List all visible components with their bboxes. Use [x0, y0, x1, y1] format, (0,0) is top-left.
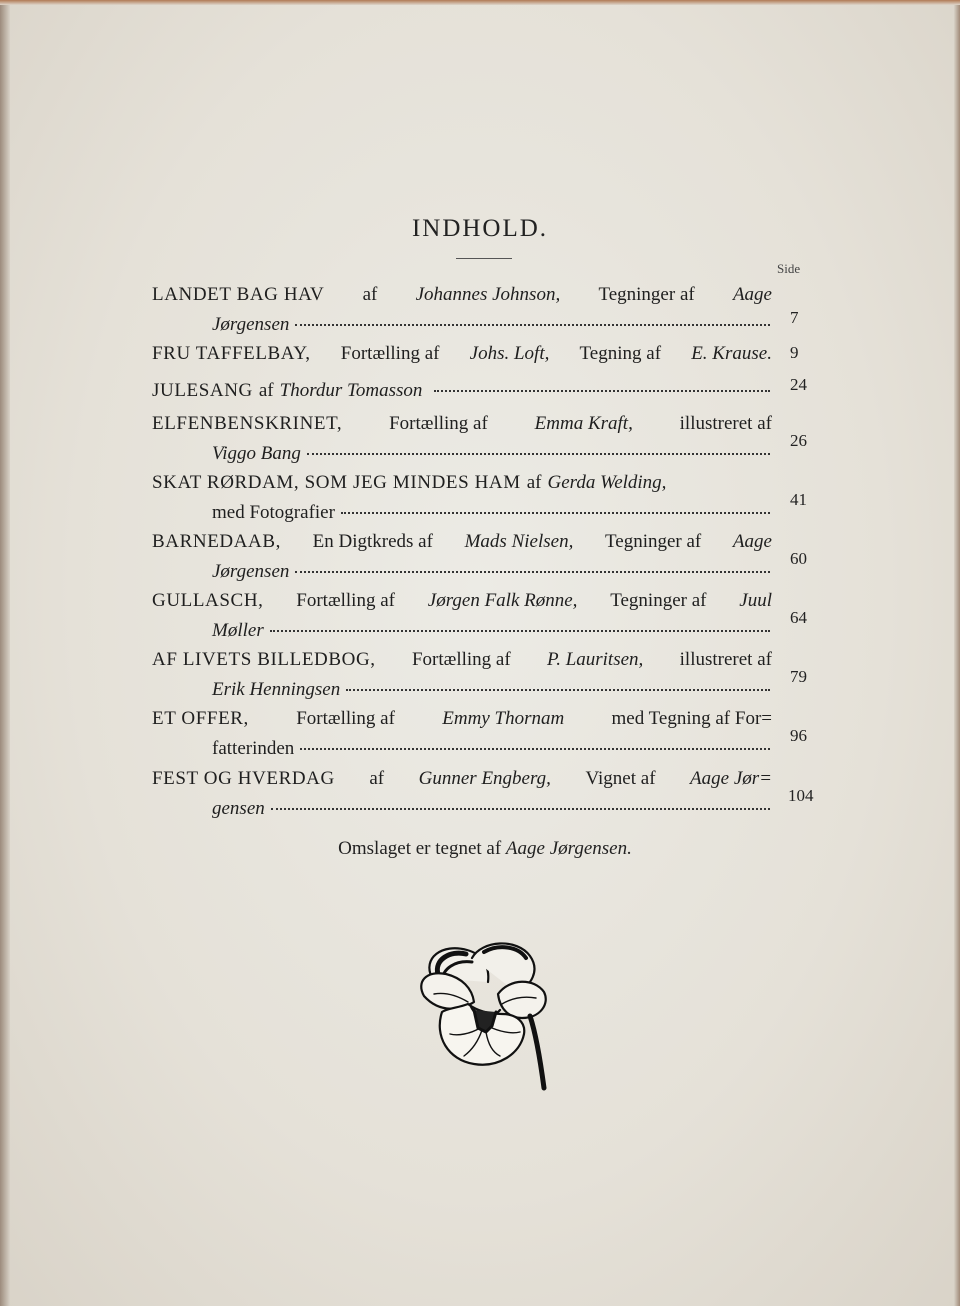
entry-title: ET OFFER, — [152, 708, 249, 729]
entry-author: Mads Nielsen, — [464, 531, 574, 552]
entry-title: FEST OG HVERDAG — [152, 768, 335, 789]
pansy-flower-icon — [412, 938, 562, 1093]
entry-text: af — [362, 284, 378, 305]
entry-title: SKAT RØRDAM, SOM JEG MINDES HAM — [152, 472, 521, 493]
entry-text: illustreret af — [679, 649, 772, 670]
entry-text: Fortælling af — [296, 708, 395, 729]
toc-entry — [152, 590, 824, 641]
toc-entry — [152, 343, 824, 369]
entry-page-number: 41 — [790, 490, 807, 509]
entry-page-number: 9 — [790, 343, 799, 362]
entry-continuation: med Fotografier — [212, 502, 335, 523]
entry-author: Johs. Loft, — [469, 343, 550, 364]
entry-continuation: Viggo Bang — [212, 443, 301, 464]
entry-text: af — [369, 768, 385, 789]
entry-author: Emma Kraft, — [534, 413, 633, 434]
toc-entry — [152, 649, 824, 700]
dot-leader — [307, 451, 770, 455]
entry-page-number: 64 — [790, 608, 807, 627]
entry-author: Emmy Thornam — [442, 708, 565, 729]
entry-text: Tegning af — [579, 343, 662, 364]
entry-text: Tegninger af — [598, 284, 695, 305]
entry-text: Tegninger af — [610, 590, 707, 611]
dot-leader — [271, 806, 770, 810]
page-edge-top — [0, 0, 960, 5]
entry-illustrator: Aage Jør= — [690, 768, 772, 789]
entry-title: FRU TAFFELBAY, — [152, 343, 311, 364]
title-rule — [456, 258, 512, 259]
page-title: INDHOLD. — [411, 215, 549, 242]
entry-text: af — [258, 380, 274, 401]
entry-page-number: 104 — [788, 786, 814, 805]
entry-author: Thordur Tomasson — [279, 380, 423, 401]
entry-title: LANDET BAG HAV — [152, 284, 325, 305]
entry-title: ELFENBENSKRINET, — [152, 413, 343, 434]
entry-author: Jørgen Falk Rønne, — [427, 590, 578, 611]
entry-page-number: 26 — [790, 431, 807, 450]
entry-illustrator: E. Krause. — [691, 343, 772, 364]
entry-continuation: Jørgensen — [212, 314, 290, 335]
cover-credit-text: Omslaget er tegnet af — [338, 838, 502, 859]
entry-text: En Digtkreds af — [312, 531, 433, 552]
cover-credit-name: Aage Jørgensen. — [505, 838, 632, 859]
dot-leader — [295, 322, 770, 326]
entry-text: Fortælling af — [389, 413, 488, 434]
toc-entry — [152, 375, 824, 406]
entry-text: af — [526, 472, 542, 493]
entry-illustrator: Aage — [732, 284, 772, 305]
page-edge-right — [954, 0, 960, 1306]
dot-leader — [270, 628, 770, 632]
entry-text: Tegninger af — [604, 531, 702, 552]
entry-author: P. Lauritsen, — [547, 649, 644, 670]
entry-text: Fortælling af — [340, 343, 440, 364]
entry-text: illustreret af — [679, 413, 772, 434]
toc-entry — [152, 708, 824, 759]
entry-text: Fortælling af — [411, 649, 511, 670]
dot-leader — [295, 569, 770, 573]
entry-page-number: 7 — [790, 308, 799, 327]
entry-title: BARNEDAAB, — [152, 531, 281, 552]
entry-continuation: fatterinden — [212, 738, 295, 759]
entry-page-number: 79 — [790, 667, 807, 686]
toc-entry — [152, 531, 824, 582]
dot-leader — [341, 510, 770, 514]
entry-title: GULLASCH, — [152, 590, 264, 611]
toc-entry — [152, 472, 824, 523]
entry-author: Gerda Welding, — [547, 472, 667, 493]
toc-entry — [152, 768, 824, 819]
dot-leader — [434, 388, 770, 392]
dot-leader — [300, 746, 770, 750]
entry-page-number: 60 — [790, 549, 807, 568]
entry-text: Fortælling af — [296, 590, 395, 611]
entry-page-number: 24 — [790, 375, 807, 394]
toc-entry — [152, 284, 824, 335]
entry-text: Vignet af — [585, 768, 656, 789]
entry-text: med Tegning af For= — [611, 708, 772, 729]
entry-title: AF LIVETS BILLEDBOG, — [152, 649, 376, 670]
entry-title: JULESANG — [152, 380, 253, 401]
entry-author: Gunner Engberg, — [418, 768, 551, 789]
entry-illustrator: Juul — [739, 590, 772, 611]
entry-continuation: Jørgensen — [212, 561, 290, 582]
entry-continuation: Møller — [212, 620, 264, 641]
entry-continuation: gensen — [212, 798, 265, 819]
dot-leader — [346, 687, 770, 691]
entry-continuation: Erik Henningsen — [212, 679, 341, 700]
side-column-label: Side — [777, 261, 801, 276]
cover-credit — [0, 838, 960, 860]
toc-entry — [152, 413, 824, 464]
entry-page-number: 96 — [790, 726, 807, 745]
entry-illustrator: Aage — [732, 531, 772, 552]
entry-author: Johannes Johnson, — [415, 284, 561, 305]
page-edge-left — [0, 0, 10, 1306]
